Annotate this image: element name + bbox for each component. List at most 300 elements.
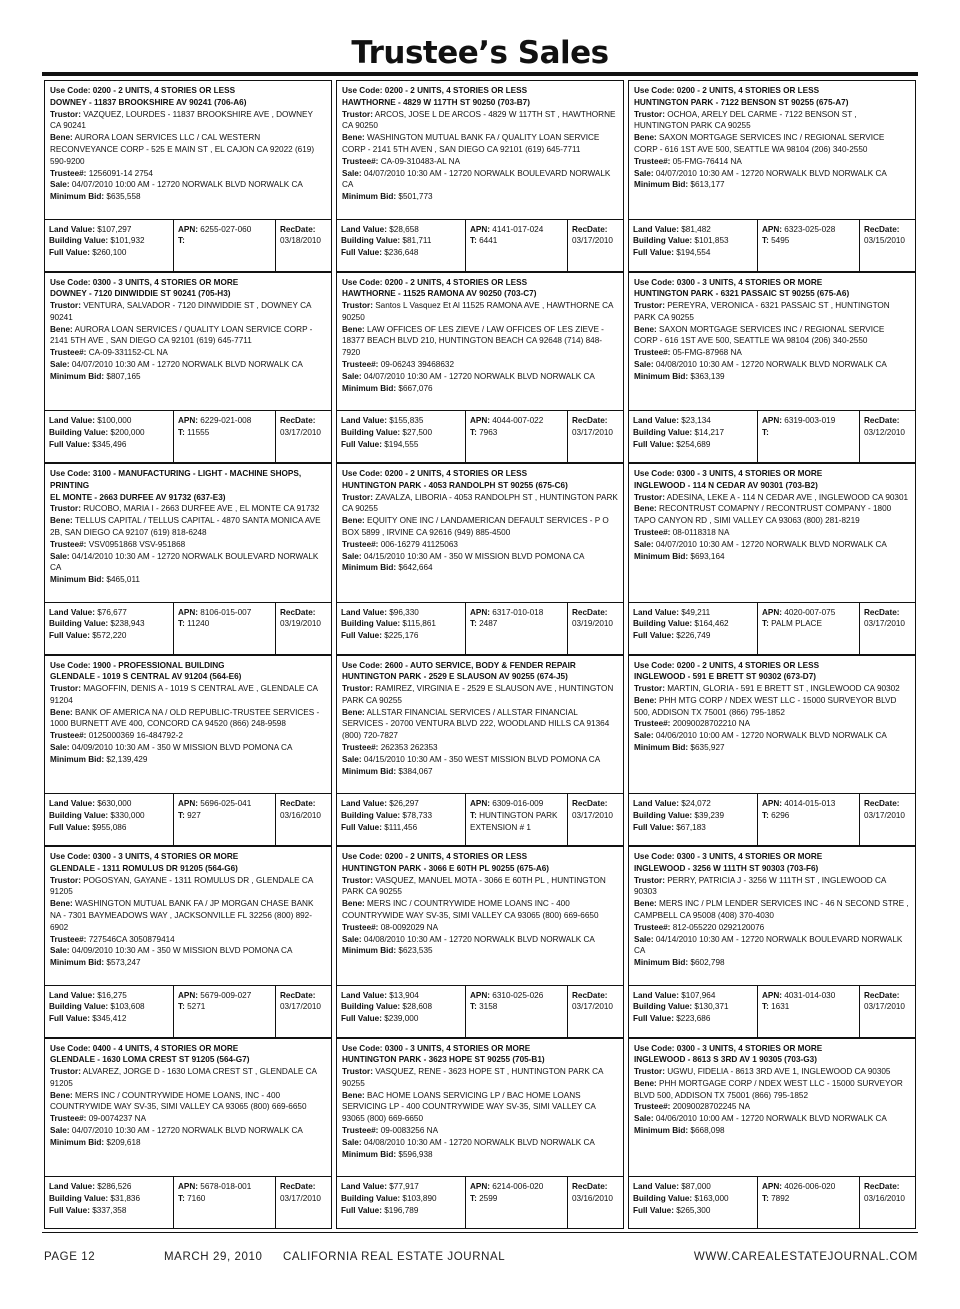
trustee-line: [634, 156, 910, 168]
listing-card: [628, 846, 916, 1038]
trustee-label: Trustee#:: [342, 156, 379, 166]
bene-line: [342, 515, 618, 539]
tract-label: T:: [470, 1002, 477, 1012]
recdate-cell: [859, 794, 915, 845]
bene-label: Bene:: [634, 504, 657, 514]
bene-value: TELLUS CAPITAL / TELLUS CAPITAL - 4870 SANTA MONICA AVE 2B, SAN DIEGO CA 92107 (619) 818-6248: [50, 516, 321, 537]
trustor-line: [50, 503, 326, 515]
bene-label: Bene:: [342, 1090, 365, 1100]
trustor-line: [342, 492, 618, 516]
building-value: $78,733: [402, 810, 433, 820]
min-bid-value: $613,177: [690, 180, 725, 190]
apn-cell: [465, 794, 567, 845]
full-value-label: Full Value:: [341, 1205, 382, 1215]
full-value: $345,496: [92, 439, 127, 449]
listing-card: [628, 272, 916, 464]
recdate-value: 03/16/2010: [864, 1193, 905, 1203]
min-bid-line: [50, 371, 326, 383]
building-value-label: Building Value:: [49, 810, 109, 820]
land-value-label: Land Value:: [49, 607, 95, 617]
sale-value: 04/14/2010 10:30 AM - 12720 NORWALK BOULEVARD NORWALK CA: [50, 551, 319, 573]
recdate-label: RecDate:: [572, 224, 608, 234]
bene-line: [634, 324, 910, 348]
building-value: $39,239: [694, 810, 725, 820]
footer-page-number: PAGE 12: [44, 1251, 96, 1263]
trustor-label: Trustor:: [634, 1067, 665, 1077]
bene-line: [50, 707, 326, 731]
land-value-line: [341, 798, 461, 810]
full-value: $345,412: [92, 1014, 127, 1024]
bene-line: [342, 707, 618, 742]
bene-value: SAXON MORTGAGE SERVICES INC / REGIONAL SERVICE CORP - 616 1ST AVE 500, SEATTLE WA 98104 (206) 340-2550: [634, 133, 885, 154]
building-value-line: [49, 1193, 169, 1205]
full-value: $955,086: [92, 822, 127, 832]
apn-cell: [173, 1177, 275, 1228]
bene-line: [634, 695, 910, 719]
trustee-label: Trustee#:: [50, 934, 87, 944]
min-bid-value: $693,164: [690, 551, 725, 561]
land-value-line: [49, 990, 169, 1002]
recdate-label: RecDate:: [280, 607, 316, 617]
land-value-label: Land Value:: [633, 416, 679, 425]
listing-values: [337, 793, 623, 845]
full-value-line: [633, 439, 753, 451]
land-value-line: [341, 415, 461, 427]
apn-line: [178, 990, 271, 1002]
tract-value: HUNTINGTON PARK EXTENSION # 1: [470, 810, 558, 832]
sale-line: [50, 359, 326, 371]
full-value-line: [49, 1205, 169, 1217]
values-cell: [629, 794, 757, 845]
trustee-line: [342, 359, 618, 371]
land-value-line: [341, 1181, 461, 1193]
sale-line: [50, 551, 326, 575]
bene-line: [342, 324, 618, 359]
property-address: GLENDALE - 1019 S CENTRAL AV 91204 (564-E6): [50, 672, 242, 682]
apn-value: 6229-021-008: [200, 416, 252, 425]
listing-values: [629, 410, 915, 462]
tract-line: [178, 1001, 271, 1013]
listing-values: [45, 410, 331, 462]
trustor-line: [634, 875, 910, 899]
listing-values: [629, 219, 915, 271]
values-cell: [629, 220, 757, 271]
full-value: $226,749: [676, 631, 711, 641]
tract-value: 5495: [771, 236, 790, 246]
trustee-value: 05-FMG-87968 NA: [672, 348, 742, 358]
use-code: Use Code: 0300 - 3 UNITS, 4 STORIES OR MORE: [342, 1043, 531, 1053]
trustor-value: ALVAREZ, JORGE D - 1630 LOMA CREST ST , GLENDALE CA 91205: [50, 1067, 317, 1088]
trustor-line: [634, 300, 910, 324]
bene-value: PHH MORTGAGE CORP / NDEX WEST LLC - 15000 SURVEYOR BLVD 500, ADDISON TX 75001 (866) 795-1852: [634, 1078, 903, 1100]
listing-details: [629, 273, 915, 411]
apn-line: [762, 415, 855, 427]
trustee-value: 08-0118318 NA: [672, 527, 730, 537]
trustee-line: [634, 527, 910, 539]
trustee-label: Trustee#:: [50, 1114, 87, 1124]
apn-line: [470, 990, 563, 1002]
trustor-label: Trustor:: [342, 301, 373, 311]
trustor-label: Trustor:: [634, 301, 665, 311]
trustor-label: Trustor:: [634, 684, 665, 694]
trustee-line: [634, 922, 910, 934]
apn-label: APN:: [178, 799, 199, 808]
min-bid-line: [50, 754, 326, 766]
land-value-line: [341, 607, 461, 619]
trustor-label: Trustor:: [50, 301, 81, 311]
min-bid-value: $668,098: [690, 1126, 725, 1136]
trustee-label: Trustee#:: [342, 922, 379, 932]
building-value-label: Building Value:: [49, 1193, 109, 1203]
apn-cell: [173, 794, 275, 845]
values-cell: [337, 986, 465, 1037]
trustee-label: Trustee#:: [634, 922, 671, 932]
tract-label: T:: [470, 1193, 477, 1203]
apn-value: 6310-025-026: [492, 990, 544, 1000]
trustor-line: [342, 300, 618, 324]
sale-label: Sale:: [342, 934, 362, 944]
listing-values: [337, 410, 623, 462]
listing-card: [336, 80, 624, 272]
apn-cell: [465, 411, 567, 462]
sale-value: 04/09/2010 10:30 AM - 350 W MISSION BLVD POMONA CA: [71, 743, 293, 753]
recdate-label: RecDate:: [864, 1182, 900, 1191]
property-address: EL MONTE - 2663 DURFEE AV 91732 (637-E3): [50, 492, 226, 502]
trustee-line: [50, 730, 326, 742]
apn-value: 5696-025-041: [200, 799, 252, 808]
tract-label: T:: [762, 619, 769, 629]
recdate-value: 03/18/2010: [280, 236, 321, 246]
listing-values: [45, 1176, 331, 1228]
apn-line: [470, 1181, 563, 1193]
listing-values: [337, 602, 623, 654]
min-bid-line: [342, 1149, 618, 1161]
values-cell: [45, 603, 173, 654]
bene-label: Bene:: [342, 899, 365, 909]
building-value-line: [49, 235, 169, 247]
min-bid-value: $635,927: [690, 743, 725, 753]
values-cell: [629, 986, 757, 1037]
building-value: $163,000: [694, 1193, 729, 1203]
use-code: Use Code: 0300 - 3 UNITS, 4 STORIES OR MORE: [50, 277, 239, 287]
footer-rule: [42, 1232, 918, 1233]
sale-label: Sale:: [342, 168, 362, 178]
tract-label: T:: [470, 427, 477, 437]
building-value-line: [633, 1001, 753, 1013]
land-value-label: Land Value:: [49, 1182, 95, 1191]
values-cell: [629, 411, 757, 462]
recdate-label: RecDate:: [572, 799, 608, 808]
apn-cell: [465, 986, 567, 1037]
listing-values: [45, 219, 331, 271]
trustee-line: [50, 347, 326, 359]
apn-line: [178, 607, 271, 619]
land-value-line: [49, 607, 169, 619]
tract-label: T:: [470, 619, 477, 629]
trustor-label: Trustor:: [50, 684, 81, 694]
property-address: HUNTINGTON PARK - 4053 RANDOLPH ST 90255 (675-C6): [342, 480, 568, 490]
land-value: $81,482: [681, 224, 711, 234]
building-value-line: [341, 618, 461, 630]
min-bid-label: Minimum Bid:: [50, 754, 105, 764]
listing-details: [337, 464, 623, 602]
land-value-label: Land Value:: [49, 416, 95, 425]
building-value-line: [633, 618, 753, 630]
recdate-cell: [275, 411, 331, 462]
trustee-label: Trustee#:: [342, 360, 379, 370]
trustee-value: 08-0092029 NA: [380, 922, 439, 932]
recdate-label: RecDate:: [280, 990, 316, 1000]
trustor-label: Trustor:: [342, 1067, 373, 1077]
property-address: HUNTINGTON PARK - 2529 E SLAUSON AV 90255 (674-J5): [342, 672, 568, 682]
recdate-cell: [567, 1177, 623, 1228]
listing-details: [45, 464, 331, 602]
apn-cell: [465, 220, 567, 271]
listing-card: [336, 463, 624, 655]
apn-value: 5679-009-027: [200, 990, 252, 1000]
trustor-value: Santos L Vasquez Et Al 11525 RAMONA AVE , HAWTHORNE CA 90250: [342, 301, 614, 322]
min-bid-label: Minimum Bid:: [50, 958, 105, 968]
recdate-cell: [275, 603, 331, 654]
min-bid-value: $363,139: [690, 371, 725, 381]
apn-line: [470, 798, 563, 810]
full-value: $194,554: [676, 248, 711, 258]
full-value-label: Full Value:: [49, 1205, 90, 1215]
building-value-label: Building Value:: [341, 619, 401, 629]
listing-details: [337, 656, 623, 794]
land-value: $23,134: [681, 416, 711, 425]
property-address: HUNTINGTON PARK - 3623 HOPE ST 90255 (705-B1): [342, 1055, 545, 1065]
full-value: $260,100: [92, 248, 127, 258]
full-value-line: [633, 1013, 753, 1025]
sale-label: Sale:: [342, 754, 362, 764]
full-value-label: Full Value:: [341, 631, 382, 641]
sale-line: [50, 1125, 326, 1137]
property-address: HUNTINGTON PARK - 3066 E 60TH PL 90255 (675-A6): [342, 863, 550, 873]
min-bid-line: [342, 562, 618, 574]
building-value-line: [341, 1193, 461, 1205]
recdate-label: RecDate:: [572, 1182, 608, 1191]
trustor-label: Trustor:: [634, 875, 665, 885]
sale-line: [342, 754, 618, 766]
land-value: $26,297: [389, 799, 419, 808]
listing-values: [337, 219, 623, 271]
min-bid-line: [50, 1137, 326, 1149]
building-value-line: [633, 427, 753, 439]
building-value-line: [49, 810, 169, 822]
sale-label: Sale:: [342, 371, 362, 381]
bene-value: AURORA LOAN SERVICES / QUALITY LOAN SERVICE CORP - 2141 5TH AVE , SAN DIEGO CA 92101 (619) 645-7711: [50, 324, 313, 346]
full-value: $194,555: [384, 439, 419, 449]
bene-line: [634, 132, 910, 156]
apn-value: 4044-007-022: [492, 416, 544, 425]
property-address: GLENDALE - 1311 ROMULUS DR 91205 (564-G6): [50, 863, 238, 873]
full-value-label: Full Value:: [49, 1014, 90, 1024]
tract-line: [178, 810, 271, 822]
trustee-value: 20090028702210 NA: [672, 719, 751, 729]
trustor-line: [342, 683, 618, 707]
full-value-label: Full Value:: [633, 1014, 674, 1024]
sale-value: 04/07/2010 10:00 AM - 12720 NORWALK BLVD NORWALK CA: [71, 180, 303, 190]
bene-label: Bene:: [634, 695, 657, 705]
tract-line: [470, 810, 563, 834]
apn-line: [762, 224, 855, 236]
listing-details: [45, 847, 331, 985]
listing-details: [337, 81, 623, 219]
listing-values: [337, 1176, 623, 1228]
min-bid-value: $2,139,429: [106, 754, 148, 764]
apn-value: 4020-007-075: [784, 607, 836, 617]
listing-values: [337, 985, 623, 1037]
apn-cell: [757, 1177, 859, 1228]
bene-label: Bene:: [634, 133, 657, 143]
use-code: Use Code: 1900 - PROFESSIONAL BUILDING: [50, 660, 225, 670]
tract-label: T:: [178, 1002, 185, 1012]
sale-label: Sale:: [634, 168, 654, 178]
trustee-label: Trustee#:: [634, 527, 671, 537]
building-value-line: [341, 235, 461, 247]
listing-values: [45, 602, 331, 654]
tract-label: T:: [762, 810, 769, 820]
min-bid-line: [50, 574, 326, 586]
min-bid-line: [342, 383, 618, 395]
bene-label: Bene:: [342, 133, 365, 143]
min-bid-label: Minimum Bid:: [634, 958, 689, 968]
land-value-line: [633, 224, 753, 236]
apn-label: APN:: [762, 799, 783, 808]
recdate-cell: [859, 986, 915, 1037]
full-value: $236,648: [384, 248, 419, 258]
tract-label: T:: [762, 1002, 769, 1012]
apn-label: APN:: [762, 1182, 783, 1191]
land-value-line: [49, 798, 169, 810]
use-code: Use Code: 0200 - 2 UNITS, 4 STORIES OR LESS: [342, 852, 528, 861]
bene-label: Bene:: [50, 1090, 73, 1100]
bene-label: Bene:: [50, 324, 73, 334]
full-value-label: Full Value:: [341, 1014, 382, 1024]
footer-website[interactable]: WWW.CAREALESTATEJOURNAL.COM: [693, 1251, 918, 1263]
land-value-label: Land Value:: [341, 990, 387, 1000]
sale-line: [50, 945, 326, 957]
building-value-line: [49, 618, 169, 630]
sale-line: [50, 742, 326, 754]
trustee-value: 20090028702245 NA: [672, 1102, 751, 1112]
trustor-label: Trustor:: [50, 1067, 81, 1077]
land-value-label: Land Value:: [341, 1182, 387, 1191]
building-value-label: Building Value:: [49, 1002, 109, 1012]
listing-values: [629, 985, 915, 1037]
min-bid-line: [342, 191, 618, 203]
property-address: DOWNEY - 11837 BROOKSHIRE AV 90241 (706-A6): [50, 97, 247, 107]
bene-label: Bene:: [634, 324, 657, 334]
trustee-value: 727546CA 3050879414: [88, 934, 175, 944]
min-bid-value: $384,067: [398, 766, 433, 776]
recdate-value: 03/17/2010: [280, 1193, 321, 1203]
tract-value: PALM PLACE: [771, 619, 822, 629]
building-value-line: [633, 810, 753, 822]
values-cell: [45, 220, 173, 271]
bene-label: Bene:: [634, 899, 657, 909]
apn-line: [178, 1181, 271, 1193]
full-value-label: Full Value:: [341, 822, 382, 832]
bene-line: [634, 1078, 910, 1102]
values-cell: [337, 1177, 465, 1228]
apn-cell: [757, 986, 859, 1037]
land-value-line: [633, 415, 753, 427]
apn-line: [470, 607, 563, 619]
full-value-line: [633, 630, 753, 642]
apn-label: APN:: [470, 607, 491, 617]
tract-line: [178, 1193, 271, 1205]
apn-cell: [465, 603, 567, 654]
sale-value: 04/08/2010 10:30 AM - 12720 NORWALK BLVD NORWALK CA: [363, 1137, 595, 1147]
land-value: $96,330: [389, 607, 419, 617]
bene-label: Bene:: [342, 707, 365, 717]
building-value: $28,608: [402, 1002, 433, 1012]
trustee-label: Trustee#:: [342, 1126, 379, 1136]
min-bid-line: [634, 179, 910, 191]
building-value-label: Building Value:: [341, 236, 401, 246]
recdate-cell: [859, 411, 915, 462]
trustee-label: Trustee#:: [634, 719, 671, 729]
tract-label: T:: [470, 236, 477, 246]
recdate-label: RecDate:: [864, 607, 900, 617]
recdate-label: RecDate:: [864, 224, 900, 234]
use-code: Use Code: 0300 - 3 UNITS, 4 STORIES OR MORE: [634, 469, 823, 478]
recdate-cell: [275, 794, 331, 845]
bene-value: BANK OF AMERICA NA / OLD REPUBLIC-TRUSTEE SERVICES - 1000 BURNETT AVE 400, CONCORD CA 94520 (866) 248-9598: [50, 707, 320, 729]
property-address: INGLEWOOD - 8613 S 3RD AV 1 90305 (703-G3): [634, 1055, 817, 1065]
values-cell: [45, 986, 173, 1037]
min-bid-line: [634, 371, 910, 383]
bene-line: [50, 132, 326, 167]
sale-value: 04/08/2010 10:30 AM - 12720 NORWALK BLVD NORWALK CA: [655, 360, 887, 370]
min-bid-line: [342, 945, 618, 957]
apn-label: APN:: [762, 224, 783, 234]
trustee-line: [634, 347, 910, 359]
listing-values: [629, 602, 915, 654]
bene-line: [634, 898, 910, 922]
listing-card: [44, 655, 332, 847]
values-cell: [337, 794, 465, 845]
land-value-line: [49, 1181, 169, 1193]
full-value: $254,689: [676, 439, 711, 449]
trustor-value: RUCOBO, MARIA I - 2663 DURFEE AVE , EL MONTE CA 91732: [83, 504, 320, 514]
recdate-cell: [567, 220, 623, 271]
full-value-line: [49, 439, 169, 451]
tract-label: T:: [178, 1193, 185, 1203]
tract-label: T:: [762, 427, 769, 437]
listing-details: [337, 847, 623, 985]
sale-label: Sale:: [50, 743, 70, 753]
apn-value: 6309-016-009: [492, 799, 544, 808]
recdate-cell: [275, 1177, 331, 1228]
trustee-label: Trustee#:: [50, 539, 87, 549]
recdate-cell: [859, 603, 915, 654]
trustee-label: Trustee#:: [342, 743, 379, 753]
trustor-label: Trustor:: [342, 492, 373, 502]
values-cell: [629, 1177, 757, 1228]
trustor-value: POGOSYAN, GAYANE - 1311 ROMULUS DR , GLENDALE CA 91205: [50, 875, 313, 897]
recdate-value: 03/17/2010: [280, 1002, 321, 1012]
tract-value: 2599: [479, 1193, 498, 1203]
min-bid-value: $501,773: [398, 192, 433, 202]
sale-label: Sale:: [50, 360, 70, 370]
use-code: Use Code: 2600 - AUTO SERVICE, BODY & FENDER REPAIR: [342, 660, 576, 670]
recdate-value: 03/12/2010: [864, 427, 905, 437]
footer-date: MARCH 29, 2010: [164, 1251, 263, 1263]
trustee-line: [50, 539, 326, 551]
